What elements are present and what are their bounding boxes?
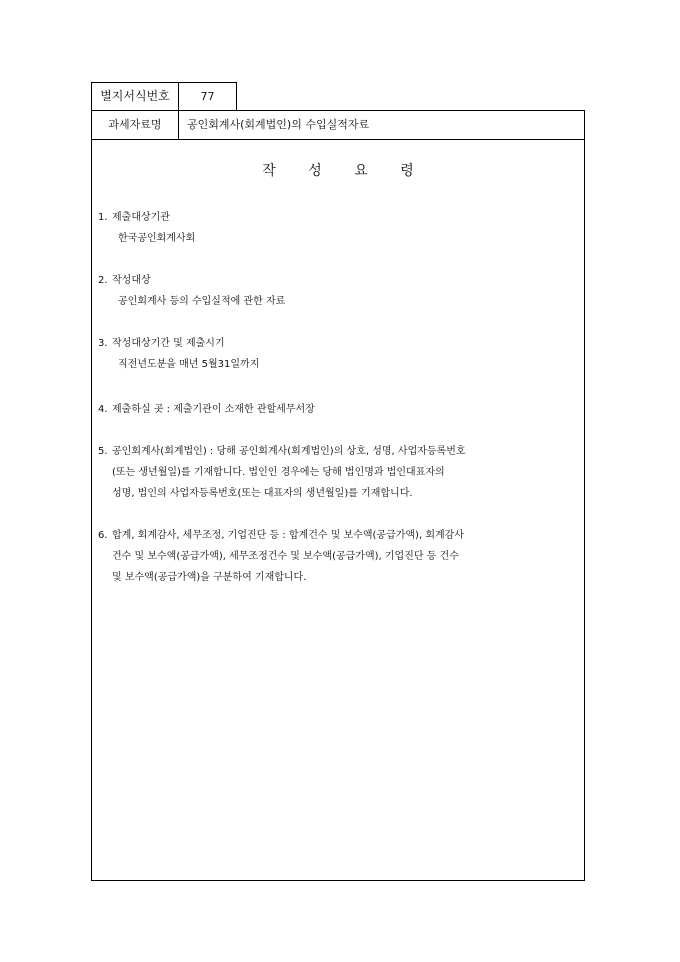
section-1-number: 1.	[98, 212, 108, 223]
section-5-line-2: (또는 생년월일)를 기재합니다. 법인인 경우에는 당해 법인명과 법인대표자의	[112, 467, 445, 478]
section-6-line-2: 건수 및 보수액(공급가액), 세무조정건수 및 보수액(공급가액), 기업진단 등 건수	[112, 551, 459, 562]
section-6	[98, 525, 582, 588]
section-3	[98, 333, 582, 375]
section-5-line-3: 성명, 법인의 사업자등록번호(또는 대표자의 생년월일)를 기재합니다.	[112, 488, 413, 499]
section-2-body: 공인회계사 등의 수입실적에 관한 자료	[118, 296, 286, 307]
form-number-box	[91, 82, 237, 110]
data-title-label: 과세자료명	[92, 111, 179, 139]
form-main-box	[91, 110, 585, 881]
section-3-body: 직전년도분을 매년 5월31일까지	[118, 359, 260, 370]
section-2	[98, 270, 582, 312]
form-number-value: 77	[200, 90, 215, 103]
section-6-number: 6.	[98, 530, 108, 541]
section-5-line-1: 공인회계사(회계법인) : 당해 공인회계사(회계법인)의 상호, 성명, 사업자등록번호	[112, 446, 466, 457]
section-1	[98, 207, 582, 249]
section-2-number: 2.	[98, 275, 108, 286]
section-4	[98, 399, 582, 420]
data-title-row	[92, 111, 584, 140]
section-1-body: 한국공인회계사회	[118, 233, 196, 244]
section-4-title: 제출하실 곳 : 제출기관이 소재한 관할세무서장	[112, 404, 315, 415]
data-title-value: 공인회계사(회계법인)의 수입실적자료	[187, 118, 370, 131]
form-number-label: 별지서식번호	[92, 83, 179, 110]
section-6-line-1: 합계, 회계감사, 세무조정, 기업진단 등 : 합계건수 및 보수액(공급가액), 회계감사	[112, 530, 464, 541]
section-6-line-3: 및 보수액(공급가액)을 구분하여 기재합니다.	[112, 572, 307, 583]
section-2-title: 작성대상	[112, 275, 151, 286]
section-5	[98, 441, 582, 504]
section-5-number: 5.	[98, 446, 108, 457]
section-1-title: 제출대상기관	[112, 212, 170, 223]
section-3-title: 작성대상기간 및 제출시기	[112, 338, 225, 349]
instructions-heading: 작 성 요 령	[262, 163, 428, 179]
section-3-number: 3.	[98, 338, 108, 349]
section-4-number: 4.	[98, 404, 108, 415]
